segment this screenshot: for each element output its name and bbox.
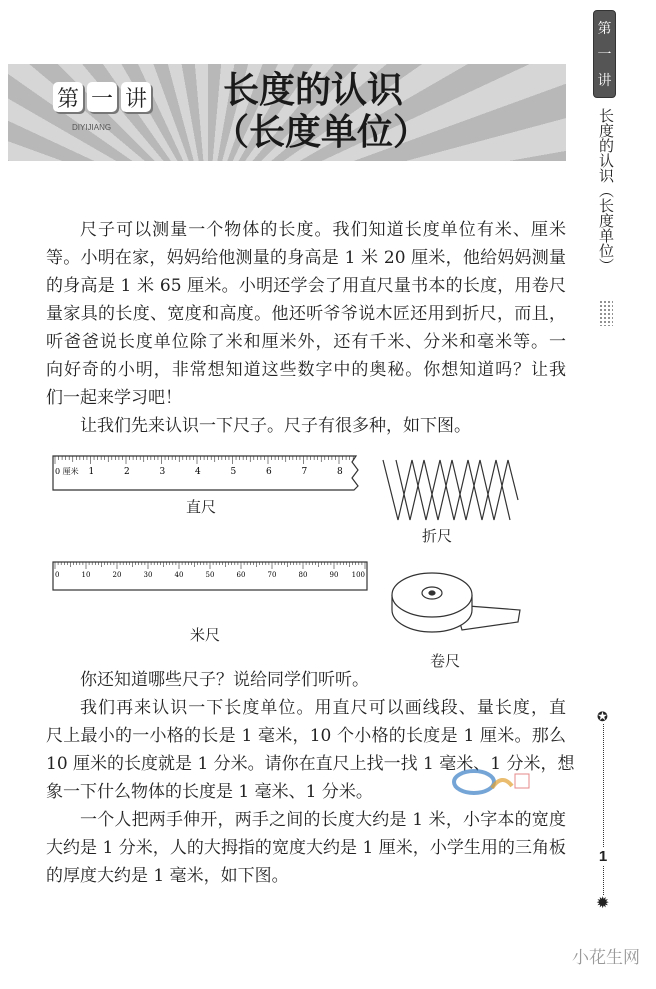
ruler-tick-label: 3 [159,467,166,477]
text-line: 一个人把两手伸开，两手之间的长度大约是 1 米，小字本的宽度 [80,810,566,830]
ruler-tick-label: 90 [329,571,339,579]
text-line: 大约是 1 分米，人的大拇指的宽度大约是 1 厘米，小学生用的三角板 [46,838,566,858]
text-line: 等。小明在家，妈妈给他测量的身高是 1 米 20 厘米，他给妈妈测量 [46,248,566,268]
watermark: 小花生网 [572,948,640,968]
text-line: 尺子可以测量一个物体的长度。我们知道长度单位有米、厘米 [80,220,566,240]
ruler-tick-label: 50 [205,571,215,579]
text-line: 让我们先来认识一下尺子。尺子有很多种，如下图。 [80,416,471,436]
text-line: 的身高是 1 米 65 厘米。小明还学会了用直尺量书本的长度，用卷尺 [46,276,566,296]
ruler-tick-label: 70 [267,571,277,579]
ruler-tick-label: 80 [298,571,308,579]
chapter-keys [53,82,151,112]
ruler-tick-label: 1 [88,467,95,477]
caption-folding-ruler: 折尺 [422,527,453,545]
title-line-1: 长度的认识 [223,70,404,111]
side-chapter-tab [593,10,616,98]
paragraph-intro [46,216,566,440]
page-side-line [603,722,604,897]
text-line: 我们再来认识一下长度单位。用直尺可以画线段、量长度，直 [80,698,566,718]
ruler-tick-label: 30 [143,571,153,579]
chapter-key: 讲 [121,82,151,112]
ruler-tick-label: 6 [266,467,272,477]
ruler-tick-label: 4 [195,467,201,477]
side-tab-char: 一 [597,47,612,63]
dot-grid-decoration [599,300,613,326]
ruler-unit-label: 0 厘米 [55,467,79,476]
text-line: 听爸爸说长度单位除了米和厘米外，还有千米、分米和毫米等。一 [46,332,566,352]
ruler-tick-label: 60 [236,571,246,579]
ruler-tick-label: 7 [301,467,308,477]
text-line: 尺上最小的一小格的长是 1 毫米，10 个小格的长度是 1 厘米。那么 [46,726,566,746]
ruler-tick-label: 20 [112,571,122,579]
tape-measure [392,573,520,632]
caption-meter-ruler: 米尺 [190,626,221,644]
star-icon: ✪ [597,710,608,725]
text-line: 象一下什么物体的长度是 1 毫米、1 分米。 [46,782,373,802]
title-line-2: （长度单位） [213,112,430,153]
side-tab-char: 讲 [597,73,612,89]
ruler-tick-label: 0 [55,571,60,579]
text-line: 向好奇的小明，非常想知道这些数字中的奥秘。你想知道吗？让我 [46,360,566,380]
side-title: 长度的认识（长度单位） [597,108,615,273]
text-line: 10 厘米的长度就是 1 分米。请你在直尺上找一找 1 毫米、1 分米，想 [46,754,575,774]
chapter-pinyin: DIYIJIANG [72,123,112,132]
rulers-figure [0,440,580,670]
chapter-key: 一 [87,82,117,112]
ruler-tick-label: 2 [124,467,130,477]
chapter-title [213,70,429,154]
ruler-tick-label: 5 [230,467,237,477]
text-line: 量家具的长度、宽度和高度。他还听爷爷说木匠还用到折尺，而且， [46,304,566,324]
straight-ruler [53,456,358,490]
ruler-tick-label: 10 [81,571,91,579]
ruler-tick-label: 40 [174,571,184,579]
chapter-banner [8,64,566,161]
text-line: 的厚度大约是 1 毫米，如下图。 [46,866,289,886]
ruler-tick-label: 100 [351,571,365,579]
text-line: 你还知道哪些尺子？说给同学们听听。 [80,670,369,690]
meter-ruler [53,562,367,590]
side-tab-char: 第 [597,21,612,37]
sun-icon: ✹ [596,893,610,912]
text-line: 们一起来学习吧！ [46,388,182,408]
ruler-tick-label: 8 [337,467,343,477]
page-number: 1 [598,848,608,865]
publisher-stamp-logo [452,768,530,796]
chapter-key: 第 [53,82,83,112]
caption-tape-measure: 卷尺 [430,652,461,670]
caption-straight-ruler: 直尺 [186,498,217,516]
folding-ruler [383,460,518,520]
